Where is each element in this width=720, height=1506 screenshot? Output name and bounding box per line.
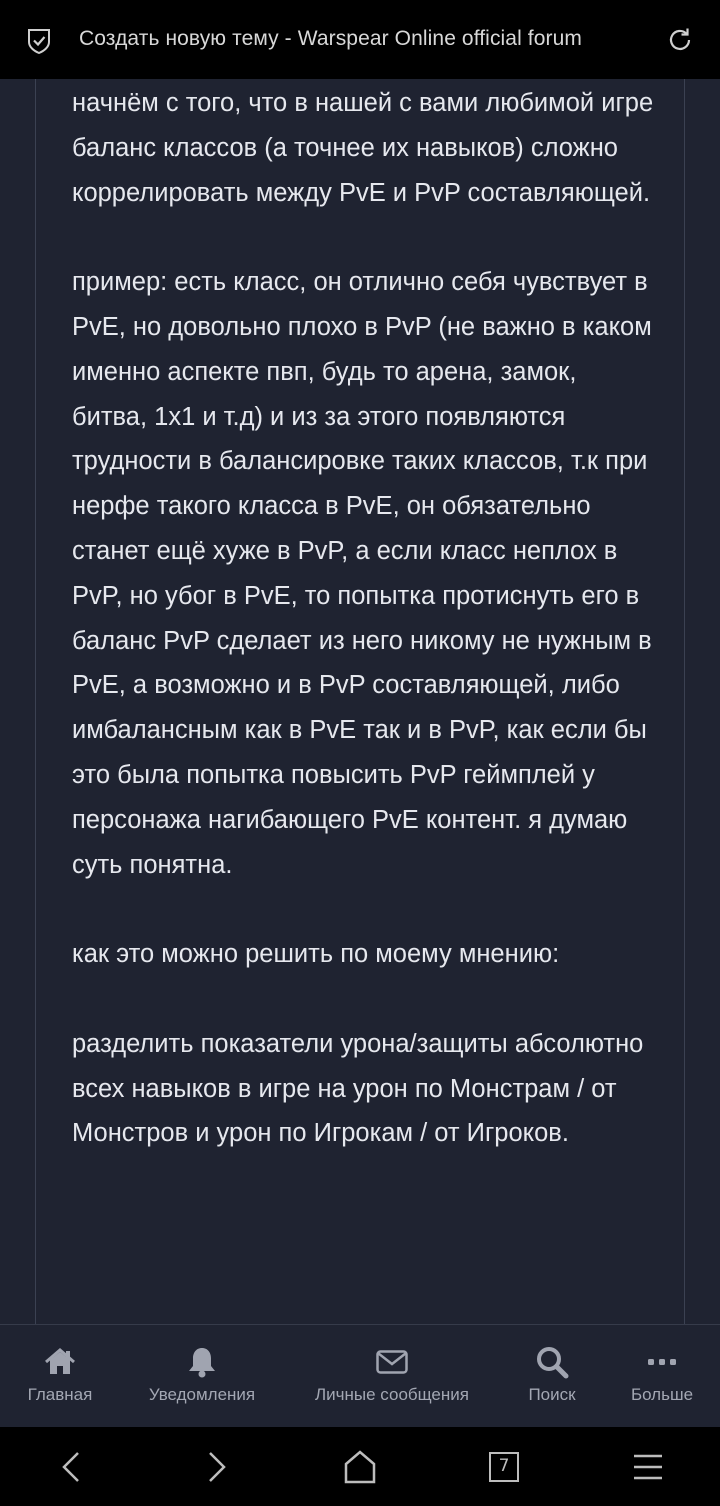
reload-icon[interactable] (666, 26, 694, 54)
nav-label: Поиск (528, 1385, 576, 1404)
more-icon (645, 1345, 679, 1379)
browser-top-bar (0, 0, 720, 79)
menu-icon[interactable] (628, 1447, 668, 1487)
post-text (72, 81, 657, 1156)
envelope-icon (375, 1345, 409, 1379)
bottom-navigation (0, 1324, 720, 1427)
paragraph-spacer (72, 215, 657, 260)
page-title[interactable]: Создать новую тему - Warspear Online official forum (79, 27, 582, 50)
main-content (0, 79, 720, 1324)
paragraph-spacer (72, 977, 657, 1022)
shield-check-icon[interactable] (27, 28, 51, 54)
forward-icon[interactable] (196, 1447, 236, 1487)
home-outline-icon[interactable] (340, 1447, 380, 1487)
nav-label: Личные сообщения (315, 1385, 469, 1404)
nav-label: Главная (27, 1385, 93, 1404)
nav-label: Уведомления (148, 1385, 256, 1404)
home-icon (43, 1345, 77, 1379)
search-icon (535, 1345, 569, 1379)
post-paragraph: пример: есть класс, он отлично себя чувствует в PvE, но довольно плохо в PvP (не важно в каком именно аспекте пвп, будь то арена, замок, битва, 1х1 и т.д) и из за этого появляются трудности в балансировке таких классов, т.к при нерфе такого класса в PvE, он обязательно станет ещё хуже в PvP, а если класс неплох в PvP, но убог в PvE, то попытка протиснуть его в баланс PvP сделает из него никому не нужным в PvE, а возможно и в PvP составляющей, либо имбалансным как в PvE так и в PvP, как если бы это была попытка повысить PvP геймплей у персонажа нагибающего PvE контент. я думаю суть понятна. (72, 268, 652, 879)
bell-icon (185, 1345, 219, 1379)
paragraph-spacer (72, 887, 657, 932)
nav-item-search[interactable] (516, 1325, 588, 1428)
nav-label: Больше (630, 1385, 694, 1404)
tab-count: 7 (498, 1456, 510, 1476)
nav-item-more[interactable] (622, 1325, 702, 1428)
nav-item-notifications[interactable] (142, 1325, 262, 1428)
post-paragraph: начнём с того, что в нашей с вами любимой игре баланс классов (а точнее их навыков) сложно коррелировать между PvE и PvP составляющей. (72, 89, 654, 207)
system-navigation-bar (0, 1427, 720, 1506)
nav-item-messages[interactable] (306, 1325, 478, 1428)
back-icon[interactable] (52, 1447, 92, 1487)
tabs-icon[interactable] (484, 1447, 524, 1487)
nav-item-home[interactable] (18, 1325, 102, 1428)
post-paragraph: как это можно решить по моему мнению: (72, 940, 560, 969)
post-paragraph: разделить показатели урона/защиты абсолютно всех навыков в игре на урон по Монстрам / от Монстров и урон по Игрокам / от Игроков. (72, 1029, 644, 1148)
